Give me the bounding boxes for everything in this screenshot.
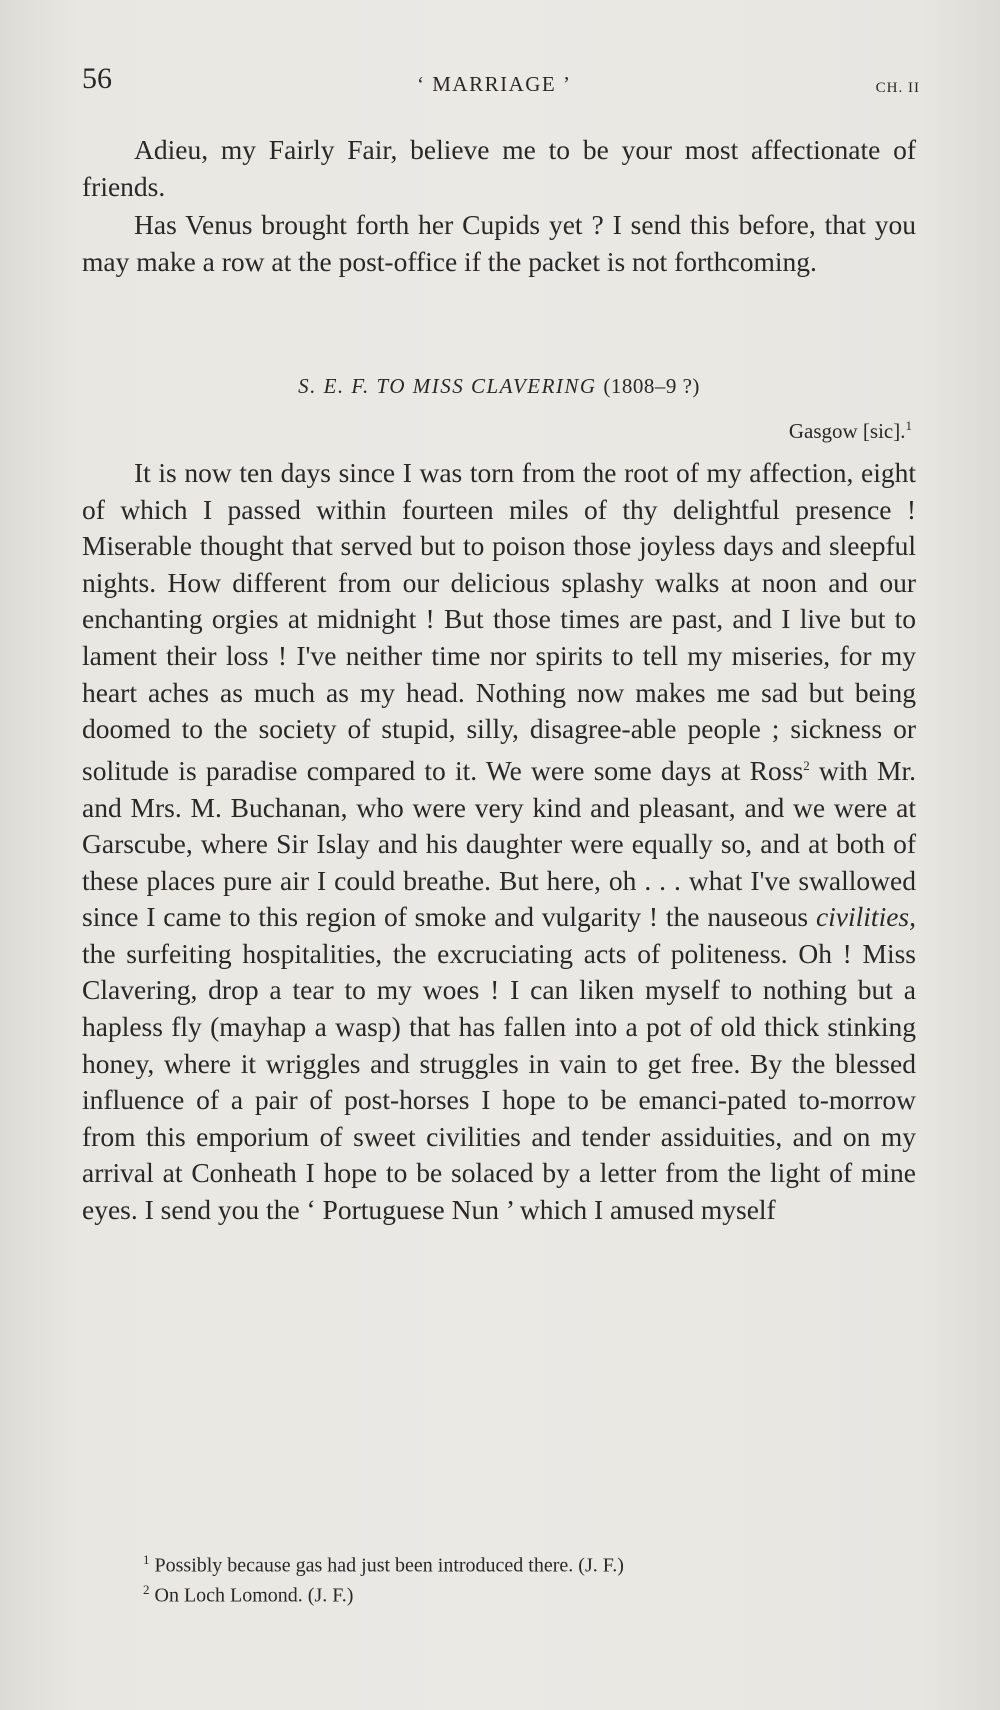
letter-text-part: with Mr. and Mrs. M. Buchanan, who were very kind and pleasant, and we were at Garscube, where Sir Islay and his daughter were equally so, and at both of these places pure air I could breathe. But here, oh . . . what I've swallowed since I came to this region of smoke and vulgarity ! the nauseous bbox=[82, 754, 916, 933]
footnotes bbox=[143, 1548, 903, 1607]
footnote bbox=[143, 1578, 903, 1608]
footnote-ref: 2 bbox=[803, 757, 810, 773]
footnote-ref: 1 bbox=[905, 418, 912, 433]
closing-section bbox=[82, 132, 916, 280]
footnote-text: Possibly because gas had just been introduced there. (J. F.) bbox=[154, 1554, 624, 1577]
letter-heading bbox=[82, 374, 916, 399]
letter-place-text: Gasgow [sic]. bbox=[788, 419, 906, 443]
page-number: 56 bbox=[82, 62, 112, 95]
letter-text-part: It is now ten days since I was torn from the root of my affection, eight of which I passed within fourteen miles of thy delightful presence ! Miserable thought that served but to poison those joyless days and sleepful nights. How different from our delicious splashy walks at noon and our enchanting orgies at midnight ! But those times are past, and I live but to lament their loss ! I've neither time nor spirits to tell my miseries, for my heart aches as much as my head. Nothing now makes me sad but being doomed to the society of stupid, silly, disagree-able people ; sickness or solitude is paradise compared to it. We were some days at Ross bbox=[82, 457, 916, 786]
footnote-text: On Loch Lomond. (J. F.) bbox=[154, 1584, 354, 1607]
paragraph: Has Venus brought forth her Cupids yet ? I send this before, that you may make a row at the post-office if the packet is not forthcoming. bbox=[82, 209, 916, 277]
letter-text-italic: civilities, bbox=[815, 901, 916, 933]
paragraph bbox=[82, 455, 916, 1229]
letter-body bbox=[82, 455, 916, 1229]
paragraph: Adieu, my Fairly Fair, believe me to be your most affectionate of friends. bbox=[82, 134, 916, 202]
footnote-marker: 1 bbox=[143, 1552, 150, 1567]
running-title: ‘ MARRIAGE ’ bbox=[417, 72, 572, 96]
footnote bbox=[143, 1548, 903, 1578]
letter-heading-date: (1808–9 ?) bbox=[603, 374, 700, 398]
letter-text-part: the surfeiting hospitalities, the excruciating acts of politeness. Oh ! Miss Clavering, drop a tear to my woes ! I can liken myself to nothing but a hapless fly (mayhap a wasp) that has fallen into a pot of old thick stinking honey, where it wriggles and struggles in vain to get free. By the blessed influence of a pair of post-horses I hope to be emanci-pated to-morrow from this emporium of sweet civilities and tender assiduities, and on my arrival at Conheath I hope to be solaced by a letter from the light of mine eyes. I send you the ‘ Portuguese Nun ’ which I amused myself bbox=[82, 937, 916, 1226]
footnote-marker: 2 bbox=[143, 1581, 150, 1597]
running-head bbox=[82, 62, 920, 102]
letter-heading-title: S. E. F. TO MISS CLAVERING bbox=[298, 374, 597, 398]
letter-place bbox=[789, 418, 912, 444]
chapter-mark: CH. II bbox=[875, 80, 920, 96]
